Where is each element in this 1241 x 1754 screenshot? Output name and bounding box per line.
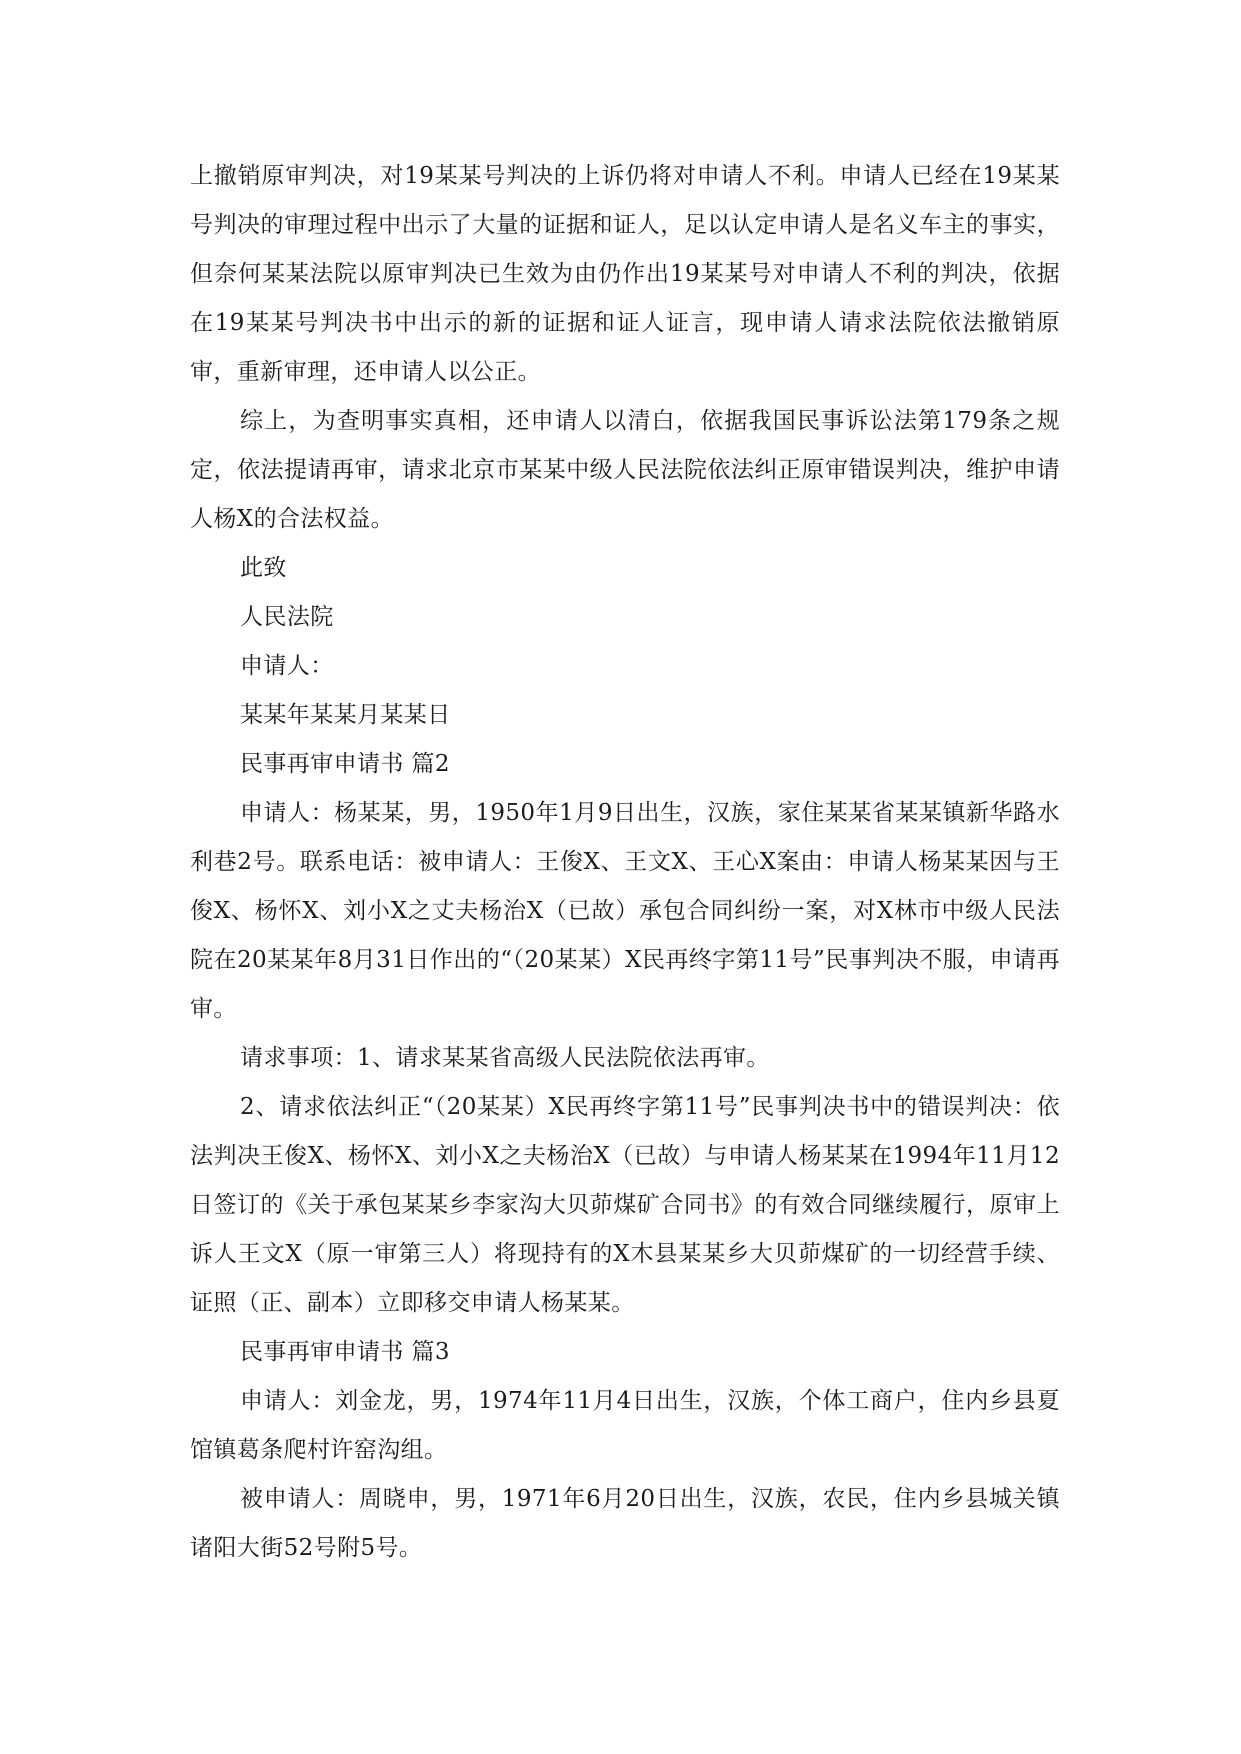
addressee-line: 人民法院 [240, 604, 334, 630]
salutation-line: 此致 [240, 555, 287, 581]
applicant-signature-line: 申请人： [240, 653, 334, 679]
section-heading-3: 民事再审申请书 篇3 [240, 1339, 450, 1365]
paragraph-request-2: 2、请求依法纠正“（20某某）X民再终字第11号”民事判决书中的错误判决：依法判决王俊X、杨怀X、刘小X之夫杨治X（已故）与申请人杨某某在1994年11月12日签订的《关于承包某某乡李家沟大贝茆煤矿合同书》的有效合同继续履行，原审上诉人王文X（原一审第三人）将现持有的X木县某某乡大贝茆煤矿的一切经营手续、证照（正、副本）立即移交申请人杨某某。 [190, 1094, 1060, 1316]
date-line: 某某年某某月某某日 [240, 702, 451, 728]
paragraph-2: 综上，为查明事实真相，还申请人以清白，依据我国民事诉讼法第179条之规定，依法提请再审，请求北京市某某中级人民法院依法纠正原审错误判决，维护申请人杨X的合法权益。 [190, 408, 1060, 532]
paragraph-request-1: 请求事项：1、请求某某省高级人民法院依法再审。 [240, 1045, 770, 1071]
paragraph-respondent-3: 被申请人：周晓申，男，1971年6月20日出生，汉族，农民，住内乡县城关镇诸阳大街52号附5号。 [190, 1486, 1060, 1561]
paragraph-applicant-3: 申请人：刘金龙，男，1974年11月4日出生，汉族，个体工商户，住内乡县夏馆镇葛条爬村许窑沟组。 [190, 1388, 1060, 1463]
paragraph-1: 上撤销原审判决，对19某某号判决的上诉仍将对申请人不利。申请人已经在19某某号判决的审理过程中出示了大量的证据和证人，足以认定申请人是名义车主的事实，但奈何某某法院以原审判决已生效为由仍作出19某某号对申请人不利的判决，依据在19某某号判决书中出示的新的证据和证人证言，现申请人请求法院依法撤销原审，重新审理，还申请人以公正。 [190, 163, 1060, 385]
section-heading-2: 民事再审申请书 篇2 [240, 751, 450, 777]
document-page [190, 152, 1060, 1573]
paragraph-applicant-2: 申请人：杨某某，男，1950年1月9日出生，汉族，家住某某省某某镇新华路水利巷2号。联系电话：被申请人：王俊X、王文X、王心X案由：申请人杨某某因与王俊X、杨怀X、刘小X之丈夫杨治X（已故）承包合同纠纷一案，对X林市中级人民法院在20某某年8月31日作出的“（20某某）X民再终字第11号”民事判决不服，申请再审。 [190, 800, 1060, 1022]
